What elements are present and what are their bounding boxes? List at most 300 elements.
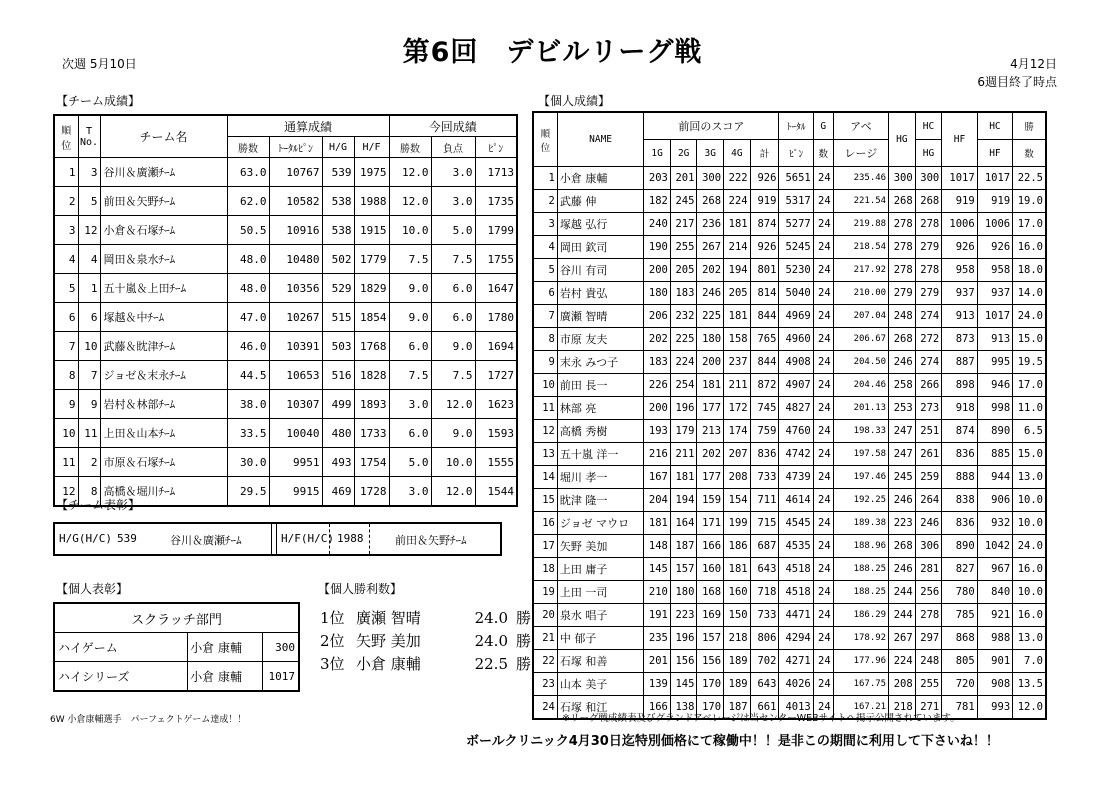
player-cell-t: 4026	[779, 673, 813, 696]
team-cell-hf: 1975	[354, 158, 389, 187]
player-row	[533, 213, 1046, 236]
player-cell-a: 235.46	[833, 167, 888, 190]
team-cell-lp: 1727	[475, 361, 517, 390]
player-cell-hchg: 259	[915, 466, 942, 489]
player-cell-t: 5317	[779, 190, 813, 213]
player-cell-a: 188.25	[833, 581, 888, 604]
player-cell-hg: 245	[889, 466, 916, 489]
player-cell-hchf: 890	[977, 420, 1012, 443]
player-cell-t: 4908	[779, 351, 813, 374]
player-cell-g: 24	[813, 305, 833, 328]
player-cell-s: 643	[750, 673, 779, 696]
report-status: 6週目終了時点	[977, 75, 1057, 89]
player-cell-g: 24	[813, 328, 833, 351]
team-cell-lw: 3.0	[389, 390, 431, 419]
team-cell-lp: 1593	[475, 419, 517, 448]
player-row	[533, 558, 1046, 581]
player-cell-s: 643	[750, 558, 779, 581]
player-cell-g2: 194	[670, 489, 697, 512]
team-cell-pins: 10916	[269, 216, 322, 245]
team-cell-rank: 9	[54, 390, 78, 419]
team-cell-lw: 6.0	[389, 419, 431, 448]
player-cell-g4: 158	[724, 328, 751, 351]
player-cell-g4: 211	[724, 374, 751, 397]
player-cell-hchg: 273	[915, 397, 942, 420]
hc-hg-top: HC	[915, 112, 942, 140]
player-row	[533, 328, 1046, 351]
player-cell-g4: 189	[724, 673, 751, 696]
player-cell-hchf: 946	[977, 374, 1012, 397]
player-cell-s: 806	[750, 627, 779, 650]
player-cell-g: 24	[813, 581, 833, 604]
games-bottom: 数	[813, 140, 833, 167]
team-cell-hf: 1779	[354, 245, 389, 274]
player-cell-g4: 186	[724, 535, 751, 558]
this-time-header: 今回成績	[389, 115, 517, 137]
player-cell-g: 24	[813, 650, 833, 673]
team-cell-wins: 63.0	[227, 158, 269, 187]
player-cell-t: 5245	[779, 236, 813, 259]
team-cell-hg: 538	[322, 216, 354, 245]
player-cell-hf: 913	[942, 305, 977, 328]
team-cell-name: 前田＆矢野ﾁｰﾑ	[100, 187, 227, 216]
player-cell-hg: 246	[889, 489, 916, 512]
player-cell-g2: 201	[670, 167, 697, 190]
player-cell-g3: 246	[697, 282, 724, 305]
player-cell-g1: 167	[644, 466, 671, 489]
last-losses-header: 負点	[431, 137, 475, 158]
player-cell-n: 矢野 美加	[557, 535, 643, 558]
player-cell-hchg: 271	[915, 696, 942, 720]
hf-award-value: 1988	[337, 532, 364, 545]
team-cell-lp: 1780	[475, 303, 517, 332]
player-row	[533, 512, 1046, 535]
player-cell-w: 13.0	[1013, 466, 1046, 489]
player-cell-s: 814	[750, 282, 779, 305]
wins-value: 22.5	[474, 655, 508, 673]
player-cell-g2: 196	[670, 627, 697, 650]
player-cell-t: 5651	[779, 167, 813, 190]
team-row	[54, 216, 517, 245]
team-row	[54, 187, 517, 216]
player-cell-r: 14	[533, 466, 557, 489]
player-cell-g2: 255	[670, 236, 697, 259]
player-cell-g4: 150	[724, 604, 751, 627]
divider	[329, 524, 330, 554]
player-cell-a: 210.00	[833, 282, 888, 305]
player-cell-r: 20	[533, 604, 557, 627]
report-date: 4月12日	[1010, 57, 1057, 71]
player-cell-hf: 890	[942, 535, 977, 558]
team-cell-hf: 1893	[354, 390, 389, 419]
player-cell-g3: 300	[697, 167, 724, 190]
team-row	[54, 419, 517, 448]
player-cell-g: 24	[813, 627, 833, 650]
player-cell-hf: 827	[942, 558, 977, 581]
player-cell-hchg: 274	[915, 351, 942, 374]
player-row	[533, 167, 1046, 190]
player-cell-hchf: 913	[977, 328, 1012, 351]
player-cell-r: 6	[533, 282, 557, 305]
player-cell-r: 22	[533, 650, 557, 673]
player-cell-g1: 235	[644, 627, 671, 650]
player-cell-hchf: 937	[977, 282, 1012, 305]
team-cell-rank: 2	[54, 187, 78, 216]
player-cell-n: 石塚 和善	[557, 650, 643, 673]
wins-unit: 勝	[516, 655, 532, 673]
player-cell-g1: 203	[644, 167, 671, 190]
player-cell-hchg: 297	[915, 627, 942, 650]
player-cell-w: 15.0	[1013, 443, 1046, 466]
wins-unit: 勝	[516, 632, 532, 650]
team-cell-t: 11	[78, 419, 100, 448]
wins-header: 勝数	[227, 137, 269, 158]
team-cell-lw: 9.0	[389, 274, 431, 303]
player-cell-n: 眈津 隆一	[557, 489, 643, 512]
player-cell-g: 24	[813, 351, 833, 374]
player-cell-t: 4518	[779, 558, 813, 581]
rank-header: 順 位	[54, 115, 78, 158]
team-cell-pins: 10653	[269, 361, 322, 390]
team-cell-rank: 7	[54, 332, 78, 361]
player-cell-hg: 244	[889, 581, 916, 604]
player-cell-hchg: 268	[915, 190, 942, 213]
team-cell-rank: 11	[54, 448, 78, 477]
player-cell-g1: 145	[644, 558, 671, 581]
player-cell-r: 1	[533, 167, 557, 190]
player-cell-s: 844	[750, 351, 779, 374]
player-cell-n: 石塚 和江	[557, 696, 643, 720]
player-cell-w: 7.0	[1013, 650, 1046, 673]
hg-award-team: 谷川＆廣瀬ﾁｰﾑ	[170, 534, 242, 547]
player-row	[533, 374, 1046, 397]
player-cell-g3: 170	[697, 673, 724, 696]
player-cell-hg: 258	[889, 374, 916, 397]
wins-ranking-list	[320, 607, 536, 676]
player-cell-n: 谷川 有司	[557, 259, 643, 282]
player-cell-s: 874	[750, 213, 779, 236]
player-cell-w: 15.0	[1013, 328, 1046, 351]
player-cell-hg: 253	[889, 397, 916, 420]
team-cell-rank: 6	[54, 303, 78, 332]
player-cell-g2: 205	[670, 259, 697, 282]
player-cell-r: 9	[533, 351, 557, 374]
team-cell-hg: 529	[322, 274, 354, 303]
player-cell-hchg: 279	[915, 236, 942, 259]
player-cell-hf: 836	[942, 512, 977, 535]
player-cell-n: 林部 亮	[557, 397, 643, 420]
player-cell-w: 19.5	[1013, 351, 1046, 374]
team-cell-lp: 1555	[475, 448, 517, 477]
player-cell-g: 24	[813, 535, 833, 558]
player-cell-a: 188.96	[833, 535, 888, 558]
team-cell-name: 上田＆山本ﾁｰﾑ	[100, 419, 227, 448]
team-cell-ll: 12.0	[431, 477, 475, 507]
player-cell-g3: 156	[697, 650, 724, 673]
player-cell-hchg: 255	[915, 673, 942, 696]
team-cell-rank: 12	[54, 477, 78, 507]
player-cell-hchf: 919	[977, 190, 1012, 213]
player-cell-t: 4545	[779, 512, 813, 535]
player-cell-g3: 166	[697, 535, 724, 558]
award-name: 小倉 康輔	[188, 633, 262, 662]
player-cell-g1: 181	[644, 512, 671, 535]
player-cell-w: 19.0	[1013, 190, 1046, 213]
team-cell-name: 谷川＆廣瀬ﾁｰﾑ	[100, 158, 227, 187]
team-cell-ll: 7.5	[431, 245, 475, 274]
next-week-date: 次週 5月10日	[62, 57, 137, 71]
website-note: ※リーグ戦成績表及びグランドアベレージは当センターWEBサイトへ掲示公開されています。	[562, 713, 960, 724]
team-cell-name: ジョゼ＆末永ﾁｰﾑ	[100, 361, 227, 390]
player-cell-hf: 1006	[942, 213, 977, 236]
team-cell-pins: 10040	[269, 419, 322, 448]
player-cell-hchg: 251	[915, 420, 942, 443]
player-cell-hf: 805	[942, 650, 977, 673]
player-cell-g2: 138	[670, 696, 697, 720]
player-cell-s: 711	[750, 489, 779, 512]
wins-value: 24.0	[474, 609, 508, 627]
player-cell-t: 4739	[779, 466, 813, 489]
player-cell-hchg: 256	[915, 581, 942, 604]
player-cell-n: 高橋 秀樹	[557, 420, 643, 443]
team-cell-name: 小倉＆石塚ﾁｰﾑ	[100, 216, 227, 245]
player-cell-w: 10.0	[1013, 512, 1046, 535]
player-cell-t: 4614	[779, 489, 813, 512]
player-cell-hchg: 278	[915, 604, 942, 627]
team-row	[54, 274, 517, 303]
team-row	[54, 448, 517, 477]
player-cell-hg: 246	[889, 558, 916, 581]
player-cell-w: 16.0	[1013, 558, 1046, 581]
team-cell-lp: 1713	[475, 158, 517, 187]
player-row	[533, 581, 1046, 604]
team-cell-name: 岡田＆泉水ﾁｰﾑ	[100, 245, 227, 274]
player-cell-r: 24	[533, 696, 557, 720]
player-cell-hf: 937	[942, 282, 977, 305]
team-cell-hg: 516	[322, 361, 354, 390]
wins-ranking-item	[320, 653, 536, 676]
player-row	[533, 259, 1046, 282]
player-cell-a: 198.33	[833, 420, 888, 443]
player-cell-hg: 278	[889, 259, 916, 282]
team-cell-ll: 6.0	[431, 274, 475, 303]
player-cell-hg: 247	[889, 443, 916, 466]
player-cell-hchf: 921	[977, 604, 1012, 627]
player-cell-g2: 145	[670, 673, 697, 696]
player-cell-g1: 210	[644, 581, 671, 604]
player-cell-g1: 200	[644, 397, 671, 420]
player-cell-hchg: 248	[915, 650, 942, 673]
player-cell-g: 24	[813, 489, 833, 512]
player-cell-w: 6.5	[1013, 420, 1046, 443]
total-pins-bottom: ﾋﾟﾝ	[779, 140, 813, 167]
player-cell-g: 24	[813, 420, 833, 443]
team-cell-t: 7	[78, 361, 100, 390]
team-cell-wins: 48.0	[227, 245, 269, 274]
player-cell-hg: 300	[889, 167, 916, 190]
player-cell-g: 24	[813, 190, 833, 213]
team-cell-pins: 10480	[269, 245, 322, 274]
player-row	[533, 190, 1046, 213]
team-cell-lw: 7.5	[389, 361, 431, 390]
player-cell-g3: 213	[697, 420, 724, 443]
wins-rank: 3位	[320, 655, 345, 673]
team-cell-hg: 503	[322, 332, 354, 361]
player-cell-g: 24	[813, 397, 833, 420]
player-cell-g2: 217	[670, 213, 697, 236]
player-cell-g2: 156	[670, 650, 697, 673]
player-cell-g4: 189	[724, 650, 751, 673]
player-cell-w: 13.5	[1013, 673, 1046, 696]
team-cell-pins: 10307	[269, 390, 322, 419]
player-row	[533, 443, 1046, 466]
player-cell-w: 10.0	[1013, 489, 1046, 512]
player-cell-n: 廣瀬 智晴	[557, 305, 643, 328]
player-cell-a: 188.25	[833, 558, 888, 581]
player-cell-a: 206.67	[833, 328, 888, 351]
player-cell-hchf: 988	[977, 627, 1012, 650]
player-cell-g3: 169	[697, 604, 724, 627]
player-row	[533, 535, 1046, 558]
team-cell-name: 岩村＆林部ﾁｰﾑ	[100, 390, 227, 419]
divider	[369, 524, 370, 554]
player-cell-n: 上田 庸子	[557, 558, 643, 581]
player-cell-g1: 206	[644, 305, 671, 328]
team-cell-name: 高橋＆堀川ﾁｰﾑ	[100, 477, 227, 507]
player-cell-t: 4760	[779, 420, 813, 443]
player-cell-g: 24	[813, 259, 833, 282]
player-cell-g2: 232	[670, 305, 697, 328]
team-row	[54, 361, 517, 390]
player-cell-hg: 223	[889, 512, 916, 535]
team-cell-lw: 12.0	[389, 158, 431, 187]
team-cell-pins: 9951	[269, 448, 322, 477]
player-cell-r: 17	[533, 535, 557, 558]
player-cell-w: 14.0	[1013, 282, 1046, 305]
hg-header: H/G	[322, 137, 354, 158]
player-cell-n: 山本 美子	[557, 673, 643, 696]
player-cell-g: 24	[813, 673, 833, 696]
player-cell-t: 4827	[779, 397, 813, 420]
team-standings-table	[53, 114, 518, 507]
award-divider	[271, 524, 277, 554]
player-cell-hchg: 266	[915, 374, 942, 397]
team-cell-pins: 10391	[269, 332, 322, 361]
player-cell-a: 218.54	[833, 236, 888, 259]
g3-header: 3G	[697, 140, 724, 167]
player-cell-w: 17.0	[1013, 374, 1046, 397]
team-cell-wins: 47.0	[227, 303, 269, 332]
team-cell-pins: 10356	[269, 274, 322, 303]
team-row	[54, 303, 517, 332]
player-cell-hchg: 261	[915, 443, 942, 466]
player-cell-g: 24	[813, 558, 833, 581]
team-cell-wins: 33.5	[227, 419, 269, 448]
player-cell-hf: 926	[942, 236, 977, 259]
player-cell-g: 24	[813, 213, 833, 236]
team-cell-hg: 502	[322, 245, 354, 274]
team-cell-hf: 1828	[354, 361, 389, 390]
team-cell-hg: 499	[322, 390, 354, 419]
player-cell-r: 12	[533, 420, 557, 443]
individual-standings-table	[532, 111, 1047, 720]
player-cell-hg: 224	[889, 650, 916, 673]
player-cell-g4: 187	[724, 696, 751, 720]
player-row	[533, 466, 1046, 489]
player-cell-a: 204.46	[833, 374, 888, 397]
wins-name: 小倉 康輔	[356, 655, 421, 673]
player-cell-g3: 181	[697, 374, 724, 397]
player-cell-hchf: 993	[977, 696, 1012, 720]
team-cell-lw: 7.5	[389, 245, 431, 274]
player-cell-s: 801	[750, 259, 779, 282]
player-cell-a: 189.38	[833, 512, 888, 535]
player-cell-w: 16.0	[1013, 604, 1046, 627]
player-cell-g1: 226	[644, 374, 671, 397]
player-cell-r: 23	[533, 673, 557, 696]
player-cell-g4: 218	[724, 627, 751, 650]
player-cell-s: 926	[750, 236, 779, 259]
player-cell-t: 4969	[779, 305, 813, 328]
hc-hf-bottom: HF	[977, 140, 1012, 167]
player-cell-hf: 868	[942, 627, 977, 650]
player-cell-r: 19	[533, 581, 557, 604]
player-cell-r: 13	[533, 443, 557, 466]
player-cell-g4: 208	[724, 466, 751, 489]
player-cell-s: 926	[750, 167, 779, 190]
player-row	[533, 305, 1046, 328]
player-cell-hchf: 840	[977, 581, 1012, 604]
team-cell-name: 武藤＆眈津ﾁｰﾑ	[100, 332, 227, 361]
player-cell-w: 10.0	[1013, 581, 1046, 604]
player-cell-r: 5	[533, 259, 557, 282]
player-row	[533, 489, 1046, 512]
player-cell-g4: 181	[724, 558, 751, 581]
team-cell-ll: 3.0	[431, 187, 475, 216]
player-cell-g3: 225	[697, 305, 724, 328]
player-cell-a: 192.25	[833, 489, 888, 512]
last-wins-header: 勝数	[389, 137, 431, 158]
team-cell-rank: 4	[54, 245, 78, 274]
wins-ranking-item	[320, 630, 536, 653]
player-cell-g1: 166	[644, 696, 671, 720]
ind-rank-header: 順 位	[533, 112, 557, 167]
player-cell-g1: 201	[644, 650, 671, 673]
player-cell-g2: 187	[670, 535, 697, 558]
player-row	[533, 351, 1046, 374]
page-title: 第6回 デビルリーグ戦	[402, 37, 703, 68]
player-cell-g: 24	[813, 604, 833, 627]
player-cell-g: 24	[813, 167, 833, 190]
team-cell-hg: 493	[322, 448, 354, 477]
team-award-label: 【チーム表彰】	[56, 498, 141, 512]
team-cell-t: 2	[78, 448, 100, 477]
wins-rank: 2位	[320, 632, 345, 650]
player-cell-g1: 204	[644, 489, 671, 512]
hf-award-label: H/F(H/C)	[281, 532, 334, 545]
player-cell-g2: 180	[670, 581, 697, 604]
player-cell-g4: 160	[724, 581, 751, 604]
player-cell-g4: 181	[724, 213, 751, 236]
player-cell-hchg: 274	[915, 305, 942, 328]
player-cell-g3: 180	[697, 328, 724, 351]
win-top: 勝	[1013, 112, 1046, 140]
team-cell-ll: 3.0	[431, 158, 475, 187]
player-cell-s: 733	[750, 604, 779, 627]
player-cell-s: 765	[750, 328, 779, 351]
player-cell-hchf: 885	[977, 443, 1012, 466]
team-cell-pins: 10582	[269, 187, 322, 216]
